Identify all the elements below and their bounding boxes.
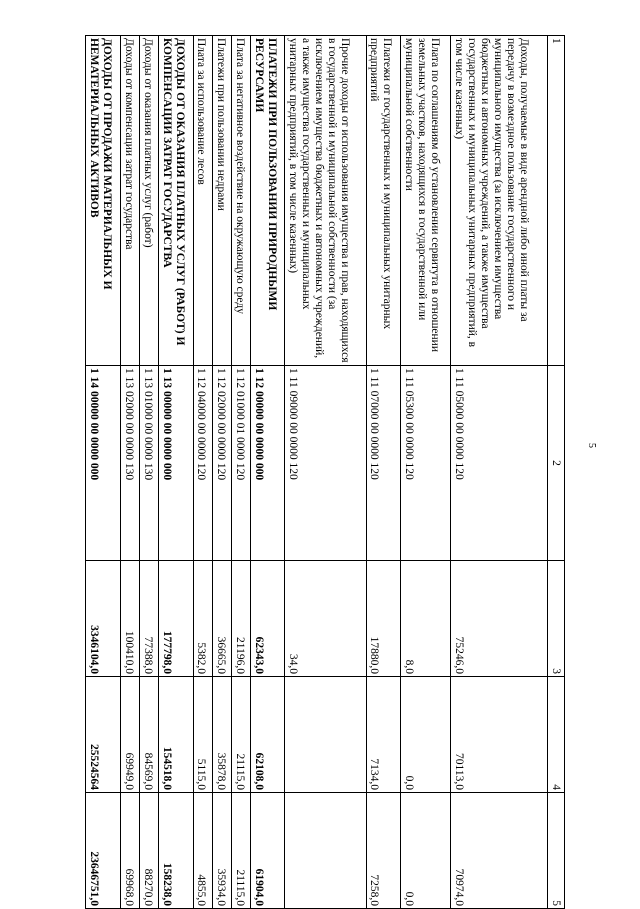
row-value-col5: 4855,0 [193,793,212,909]
table-row [212,36,231,909]
row-name-cell: Платежи при пользовании недрами [212,36,231,366]
row-value-col5: 61904,0 [250,793,285,909]
row-name-cell: Доходы, получаемые в виде арендной либо иной платы за передачу в возмездное пользование государственного и муниципального имущества (за исключением имущества бюджетных и автономных учреждений, а также имущества государственных и муниципальных унитарных предприятий, в том числе казенных) [451,36,548,366]
row-name-cell: ДОХОДЫ ОТ ПРОДАЖИ МАТЕРИАЛЬНЫХ И НЕМАТЕРИАЛЬНЫХ АКТИВОВ [86,36,121,366]
row-code-cell: 1 11 05000 00 0000 120 [451,366,548,561]
header-col-2: 2 [548,366,565,561]
row-value-col3: 62343,0 [250,561,285,677]
row-name-cell: ПЛАТЕЖИ ПРИ ПОЛЬЗОВАНИИ ПРИРОДНЫМИ РЕСУРСАМИ [250,36,285,366]
row-value-col5: 35934,0 [212,793,231,909]
row-value-col3: 177798,0 [158,561,193,677]
row-value-col4: 62108,0 [250,677,285,793]
row-value-col3: 17880,0 [366,561,401,677]
row-code-cell: 1 13 00000 00 0000 000 [158,366,193,561]
row-name-cell: Платежи от государственных и муниципальных унитарных предприятий [366,36,401,366]
row-code-cell: 1 14 00000 00 0000 000 [86,366,121,561]
rotated-table-wrapper [85,35,565,906]
row-name-cell: Плата за негативное воздействие на окружающую среду [231,36,250,366]
row-code-cell: 1 12 01000 01 0000 120 [231,366,250,561]
table-row [139,36,158,909]
header-col-4: 4 [548,677,565,793]
table-row [231,36,250,909]
row-code-cell: 1 12 04000 00 0000 120 [193,366,212,561]
row-name-cell: ДОХОДЫ ОТ ОКАЗАНИЯ ПЛАТНЫХ УСЛУГ (РАБОТ) И КОМПЕНСАЦИИ ЗАТРАТ ГОСУДАРСТВА [158,36,193,366]
row-value-col4: 5115,0 [193,677,212,793]
row-code-cell: 1 12 02000 00 0000 120 [212,366,231,561]
row-name-cell: Прочие доходы от использования имущества и прав, находящихся в государственной и муниципальной собственности (за исключением имущества бюджетных и автономных учреждений, а также имущества государственных и муниципальных унитарных предприятий, в том числе казенных) [285,36,366,366]
page-number: 5 [586,443,597,448]
row-code-cell: 1 13 01000 00 0000 130 [139,366,158,561]
table-row [285,36,366,909]
row-code-cell: 1 13 02000 00 0000 130 [120,366,139,561]
row-value-col4: 84569,0 [139,677,158,793]
row-value-col4: 70113,0 [451,677,548,793]
row-value-col3: 8,0 [401,561,451,677]
table-row [451,36,548,909]
row-value-col5: 23646751,0 [86,793,121,909]
row-value-col4: 7134,0 [366,677,401,793]
row-value-col3: 36665,0 [212,561,231,677]
row-code-cell: 1 12 00000 00 0000 000 [250,366,285,561]
row-value-col3: 3346104,0 [86,561,121,677]
row-value-col5: 69968,0 [120,793,139,909]
row-value-col5: 70974,0 [451,793,548,909]
row-value-col4: 69949,0 [120,677,139,793]
row-value-col3: 34,0 [285,561,366,677]
row-value-col4: 21115,0 [231,677,250,793]
row-value-col3: 100410,0 [120,561,139,677]
table-row [86,36,121,909]
header-row [548,36,565,909]
row-value-col4 [285,677,366,793]
table-row [250,36,285,909]
row-value-col3: 21196,0 [231,561,250,677]
row-value-col5: 88270,0 [139,793,158,909]
header-col-5: 5 [548,793,565,909]
row-value-col3: 5382,0 [193,561,212,677]
row-name-cell: Доходы от оказания платных услуг (работ) [139,36,158,366]
table-row [120,36,139,909]
row-value-col3: 75246,0 [451,561,548,677]
row-code-cell: 1 11 09000 00 0000 120 [285,366,366,561]
row-value-col4: 25524564 [86,677,121,793]
revenue-table [85,35,565,909]
table-row [193,36,212,909]
row-value-col4: 35878,0 [212,677,231,793]
row-name-cell: Доходы от компенсации затрат государства [120,36,139,366]
header-col-1: 1 [548,36,565,366]
row-value-col5: 7258,0 [366,793,401,909]
table-row [158,36,193,909]
table-body [86,36,548,909]
row-name-cell: Плата за использование лесов [193,36,212,366]
row-code-cell: 1 11 07000 00 0000 120 [366,366,401,561]
row-value-col5: 21115,0 [231,793,250,909]
header-col-3: 3 [548,561,565,677]
row-code-cell: 1 11 05300 00 0000 120 [401,366,451,561]
row-value-col5: 0,0 [401,793,451,909]
row-name-cell: Плата по соглашениям об установлении сервитута в отношении земельных участков, находящихся в государственной или муниципальной собственности [401,36,451,366]
row-value-col4: 0,0 [401,677,451,793]
row-value-col4: 154518,0 [158,677,193,793]
row-value-col5: 158238,0 [158,793,193,909]
table-row [366,36,401,909]
row-value-col5 [285,793,366,909]
table-row [401,36,451,909]
row-value-col3: 77388,0 [139,561,158,677]
